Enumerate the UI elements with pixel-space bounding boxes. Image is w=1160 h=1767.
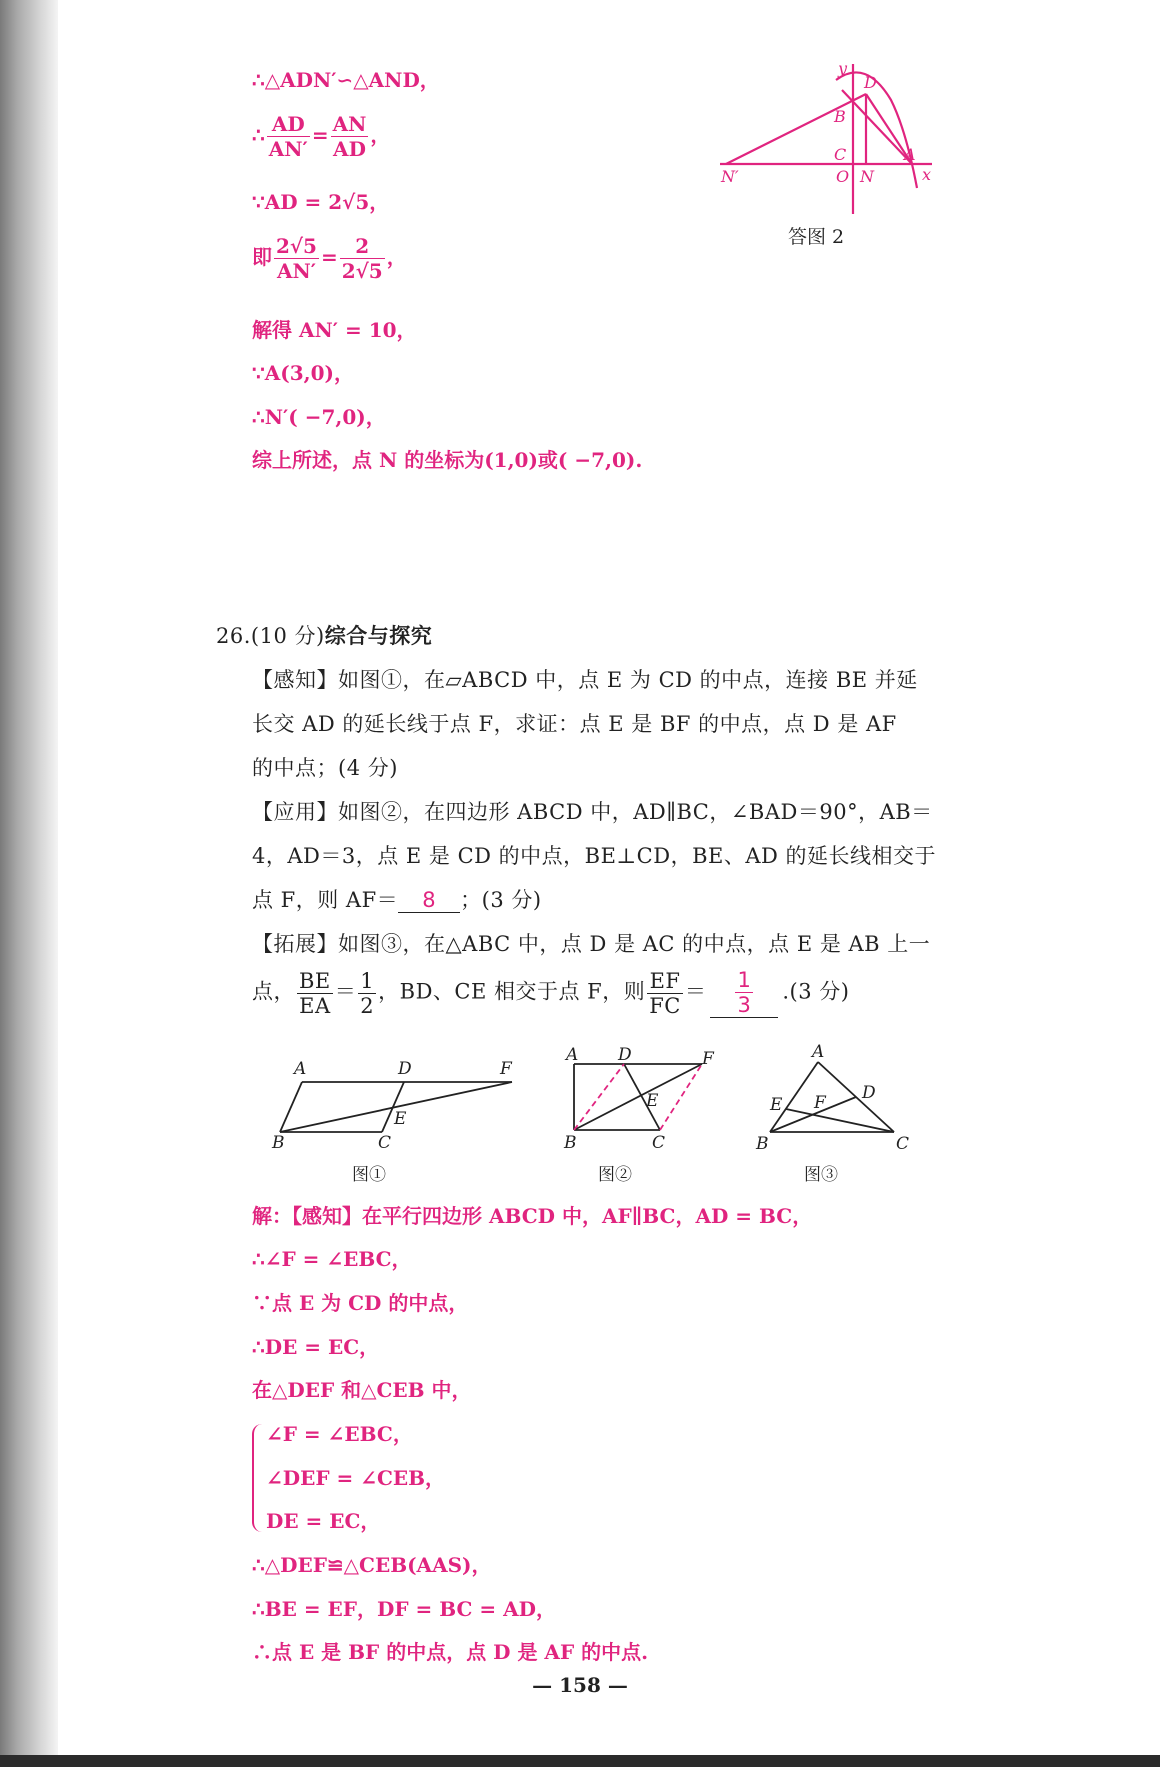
fig3-label-f: F: [814, 1093, 826, 1113]
question-perceive-line-1: 【感知】如图①，在▱ABCD 中，点 E 为 CD 的中点，连接 BE 并延: [252, 668, 918, 692]
fig3-label-d: D: [862, 1083, 876, 1103]
solution-line-6: ∠F = ∠EBC，: [266, 1422, 413, 1446]
answer-figure-2: [716, 60, 938, 222]
fig3-label-c: C: [896, 1134, 910, 1154]
question-extend-line-1: 【拓展】如图③，在△ABC 中，点 D 是 AC 的中点，点 E 是 AB 上一: [252, 932, 931, 956]
question-apply-line-3: 点 F，则 AF＝ 8 ；(3 分): [252, 888, 542, 912]
book-spine-shadow: [0, 0, 58, 1767]
fig2-label-c: C: [652, 1133, 666, 1153]
figure-3-caption: 图③: [804, 1165, 838, 1185]
prev-solution-line-1: ∴△ADN′∽△AND，: [252, 68, 440, 92]
question-extend-line-2: 点， $\frac{BE}{EA}$ ＝ $\frac{1}{2}$ ，BD、CE 相交于点 F，则 $\frac{EF}{FC}$ ＝ $\frac{1}{3}$ .(3 分): [252, 968, 850, 1018]
solution-line-10: ∴BE = EF，DF = BC = AD，: [252, 1597, 556, 1621]
solution-line-7: ∠DEF = ∠CEB，: [266, 1466, 446, 1490]
fig3-label-e: E: [770, 1095, 783, 1115]
fig1-label-c: C: [378, 1133, 392, 1148]
solution-line-9: ∴△DEF≌△CEB(AAS)，: [252, 1553, 492, 1577]
fig1-label-d: D: [398, 1059, 412, 1079]
fig3-label-b: B: [756, 1134, 769, 1154]
bottom-edge-bar: [0, 1755, 1160, 1767]
question-perceive-line-2: 长交 AD 的延长线于点 F，求证：点 E 是 BF 的中点，点 D 是 AF: [252, 712, 897, 736]
prev-solution-line-8: 综上所述，点 N 的坐标为(1,0)或( −7,0).: [252, 448, 643, 472]
question-header: 26.(10 分)综合与探究: [216, 624, 433, 648]
prev-solution-line-3: ∵AD = 2√5，: [252, 190, 390, 214]
question-apply-line-2: 4，AD＝3，点 E 是 CD 的中点，BE⊥CD，BE、AD 的延长线相交于: [252, 844, 937, 868]
fig2-label-f: F: [702, 1049, 714, 1069]
prev-solution-line-5: 解得 AN′ = 10，: [252, 318, 417, 342]
label-x: x: [922, 165, 932, 184]
label-n: N: [860, 167, 874, 186]
prev-solution-line-2: ∴ $\frac{AD}{AN'}$ = $\frac{AN}{AD}$ ，: [252, 112, 391, 161]
label-y: y: [838, 60, 848, 78]
figure-2-quadrilateral: [560, 1044, 730, 1156]
figure-2-caption: 图②: [598, 1165, 632, 1185]
solution-line-5: 在△DEF 和△CEB 中，: [252, 1378, 472, 1402]
solution-line-4: ∴DE = EC，: [252, 1335, 380, 1359]
label-b: B: [834, 107, 846, 126]
fig1-label-e: E: [394, 1109, 407, 1129]
answer-figure-caption: 答图 2: [788, 226, 845, 248]
label-d: D: [864, 73, 877, 92]
prev-solution-line-4: 即 $\frac{2√5}{AN'}$ = $\frac{2}{2√5}$ ，: [252, 234, 407, 283]
prev-solution-line-7: ∴N′( −7,0)，: [252, 405, 386, 429]
fig2-label-d: D: [618, 1045, 632, 1065]
solution-line-1: 解：【感知】在平行四边形 ABCD 中，AF∥BC，AD = BC，: [252, 1204, 813, 1228]
fig3-label-a: A: [812, 1042, 825, 1062]
solution-line-11: ∴点 E 是 BF 的中点，点 D 是 AF 的中点.: [252, 1640, 649, 1664]
fig1-label-a: A: [294, 1059, 307, 1079]
prev-solution-line-6: ∵A(3,0)，: [252, 361, 354, 385]
figure-3-triangle: [752, 1042, 912, 1156]
solution-line-2: ∴∠F = ∠EBC，: [252, 1247, 412, 1271]
fig1-label-b: B: [272, 1133, 285, 1148]
label-c: C: [834, 145, 847, 164]
figure-1-caption: 图①: [352, 1165, 386, 1185]
apply-answer-blank: 8: [398, 888, 460, 913]
fig2-label-a: A: [566, 1045, 579, 1065]
extend-answer-blank: $\frac{1}{3}$: [710, 968, 778, 1018]
solution-line-8: DE = EC，: [266, 1509, 381, 1533]
fig2-label-b: B: [564, 1133, 577, 1153]
label-a: A: [904, 145, 916, 164]
page-number: — 158 —: [532, 1673, 628, 1697]
fig1-label-f: F: [500, 1059, 512, 1079]
question-apply-line-1: 【应用】如图②，在四边形 ABCD 中，AD∥BC，∠BAD＝90°，AB＝: [252, 800, 933, 824]
fig2-label-e: E: [646, 1091, 659, 1111]
question-perceive-line-3: 的中点；(4 分): [252, 756, 398, 780]
label-o: O: [836, 167, 850, 186]
label-nprime: N′: [721, 167, 739, 186]
solution-line-3: ∵点 E 为 CD 的中点，: [252, 1291, 469, 1315]
figure-1-parallelogram: [270, 1048, 520, 1148]
